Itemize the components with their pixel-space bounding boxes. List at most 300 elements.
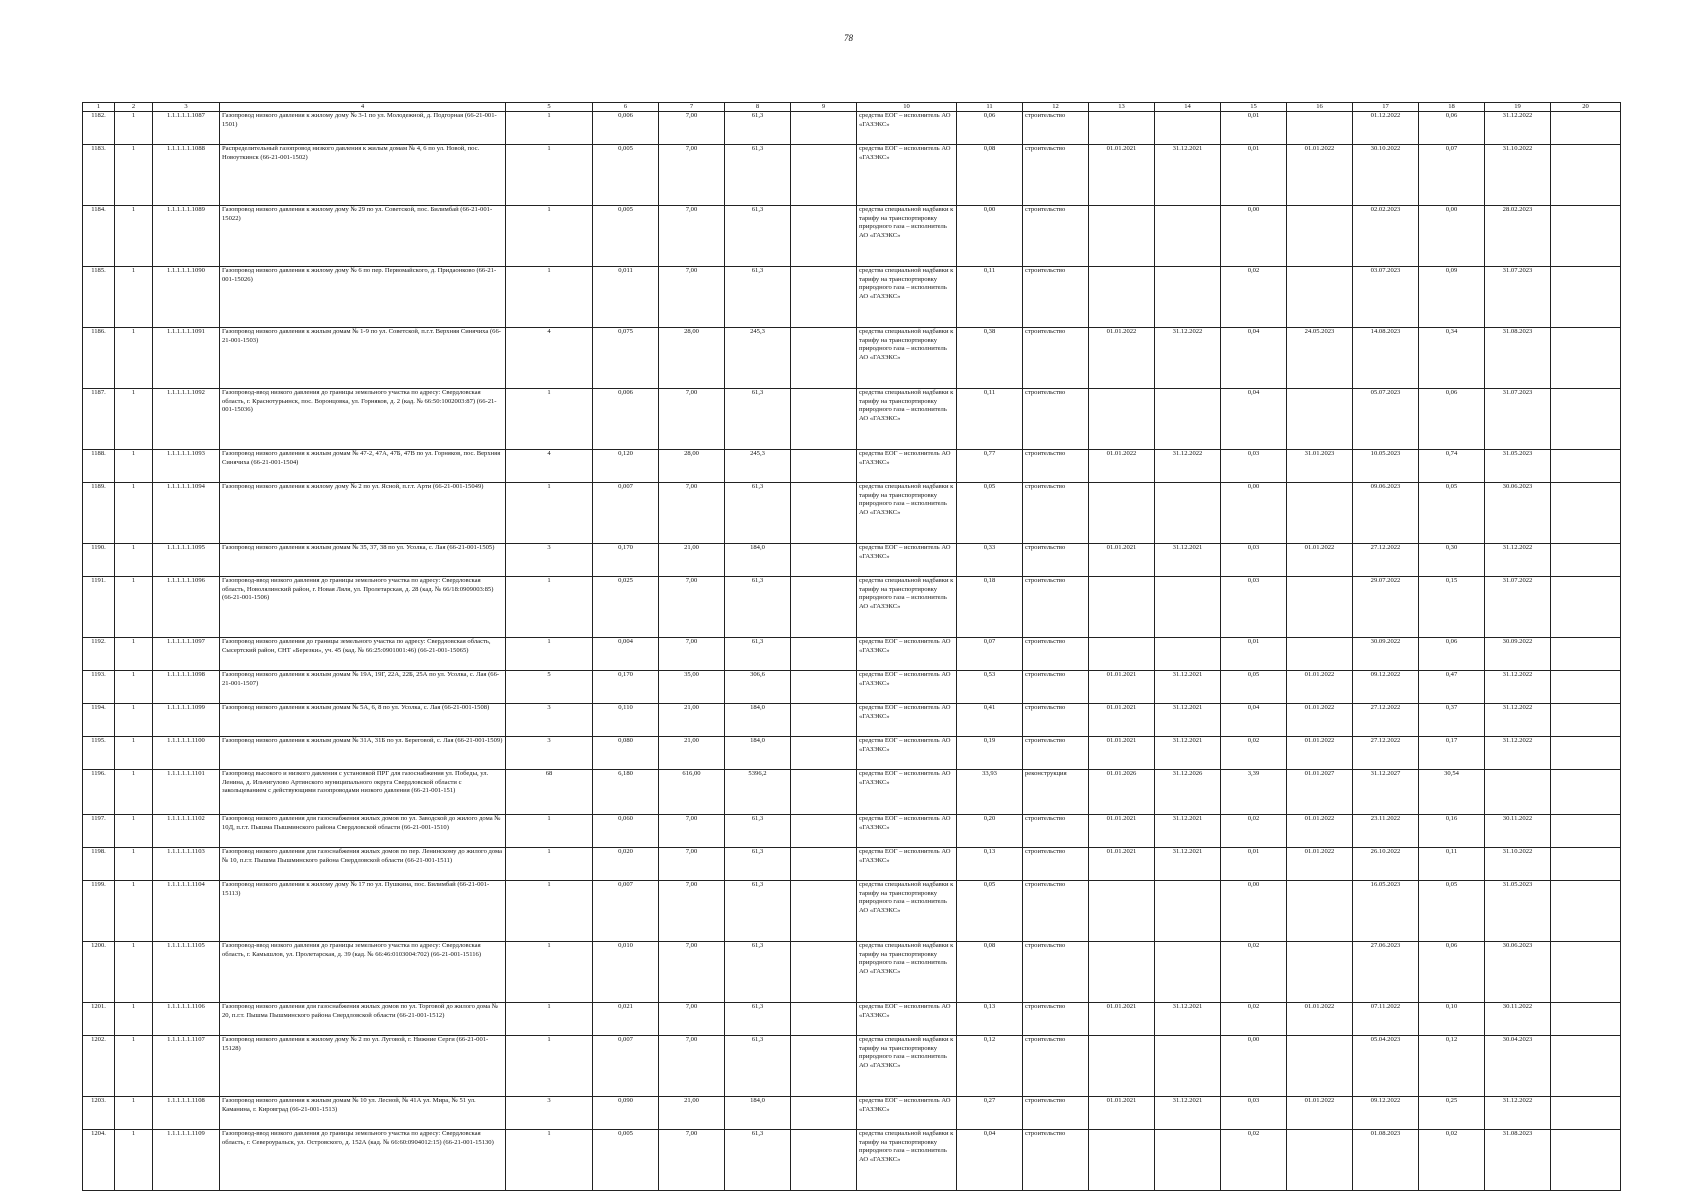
cell-col-9 xyxy=(791,1003,857,1036)
cell-col-10: средства специальной надбавки к тарифу на транспортировку природного газа – исполнитель АО «ГАЗЭКС» xyxy=(857,1036,957,1097)
cell-col-20 xyxy=(1551,544,1621,577)
cell-col-11: 0,11 xyxy=(957,267,1023,328)
cell-col-6: 0,006 xyxy=(593,112,659,145)
cell-col-10: средства ЕОГ – исполнитель АО «ГАЗЭКС» xyxy=(857,848,957,881)
column-header-6: 6 xyxy=(593,103,659,112)
cell-col-16 xyxy=(1287,942,1353,1003)
cell-col-6: 0,005 xyxy=(593,145,659,206)
cell-col-4: Газопровод низкого давления к жилому дому № 17 по ул. Пушкина, пос. Билимбай (66-21-001-15113) xyxy=(220,881,506,942)
cell-col-20 xyxy=(1551,1097,1621,1130)
table-row xyxy=(83,942,1621,1003)
cell-col-10: средства ЕОГ – исполнитель АО «ГАЗЭКС» xyxy=(857,704,957,737)
cell-col-2: 1 xyxy=(115,577,153,638)
cell-col-14 xyxy=(1155,483,1221,544)
cell-col-8: 61,3 xyxy=(725,1130,791,1191)
cell-col-14 xyxy=(1155,112,1221,145)
column-header-19: 19 xyxy=(1485,103,1551,112)
cell-col-19: 31.05.2023 xyxy=(1485,881,1551,942)
cell-col-10: средства ЕОГ – исполнитель АО «ГАЗЭКС» xyxy=(857,450,957,483)
cell-col-4: Газопровод низкого давления для газоснабжения жилых домов по ул. Торговой до жилого дома № 20, п.г.т. Пышма Пышминского района Свердловской области (66-21-001-1512) xyxy=(220,1003,506,1036)
cell-col-6: 0,007 xyxy=(593,881,659,942)
cell-col-20 xyxy=(1551,737,1621,770)
cell-col-19: 31.08.2023 xyxy=(1485,328,1551,389)
cell-col-1: 1184. xyxy=(83,206,115,267)
cell-col-20 xyxy=(1551,704,1621,737)
cell-col-16: 31.01.2023 xyxy=(1287,450,1353,483)
cell-col-4: Газопровод низкого давления к жилым домам № 10 ул. Лесной, № 41А ул. Мира, № 51 ул. Каманина, г. Кировград (66-21-001-1513) xyxy=(220,1097,506,1130)
cell-col-12: строительство xyxy=(1023,737,1089,770)
cell-col-5: 1 xyxy=(506,389,593,450)
cell-col-4: Газопровод низкого давления к жилым домам № 1-9 по ул. Советской, п.г.т. Верхняя Синячиха (66-21-001-1503) xyxy=(220,328,506,389)
cell-col-5: 1 xyxy=(506,483,593,544)
cell-col-7: 7,00 xyxy=(659,483,725,544)
cell-col-14 xyxy=(1155,1036,1221,1097)
cell-col-4: Газопровод низкого давления к жилым домам № 47-2, 47А, 47Б, 47В по ул. Горняков, пос. Верхняя Синячиха (66-21-001-1504) xyxy=(220,450,506,483)
cell-col-13: 01.01.2026 xyxy=(1089,770,1155,815)
cell-col-12: строительство xyxy=(1023,942,1089,1003)
column-header-4: 4 xyxy=(220,103,506,112)
cell-col-11: 0,05 xyxy=(957,881,1023,942)
cell-col-11: 0,04 xyxy=(957,1130,1023,1191)
page-number: 78 xyxy=(844,33,853,43)
cell-col-12: строительство xyxy=(1023,1130,1089,1191)
cell-col-18: 0,74 xyxy=(1419,450,1485,483)
cell-col-2: 1 xyxy=(115,1036,153,1097)
cell-col-5: 1 xyxy=(506,1036,593,1097)
cell-col-2: 1 xyxy=(115,389,153,450)
cell-col-7: 7,00 xyxy=(659,1130,725,1191)
cell-col-16: 24.05.2023 xyxy=(1287,328,1353,389)
cell-col-14 xyxy=(1155,389,1221,450)
cell-col-9 xyxy=(791,450,857,483)
cell-col-20 xyxy=(1551,638,1621,671)
cell-col-19: 31.12.2022 xyxy=(1485,671,1551,704)
cell-col-2: 1 xyxy=(115,671,153,704)
column-header-3: 3 xyxy=(153,103,220,112)
cell-col-11: 0,08 xyxy=(957,942,1023,1003)
cell-col-5: 1 xyxy=(506,1003,593,1036)
cell-col-13: 01.01.2022 xyxy=(1089,328,1155,389)
cell-col-20 xyxy=(1551,848,1621,881)
column-header-16: 16 xyxy=(1287,103,1353,112)
cell-col-3: 1.1.1.1.1.1088 xyxy=(153,145,220,206)
cell-col-15: 0,02 xyxy=(1221,267,1287,328)
cell-col-12: строительство xyxy=(1023,1003,1089,1036)
cell-col-7: 35,00 xyxy=(659,671,725,704)
cell-col-7: 7,00 xyxy=(659,1036,725,1097)
cell-col-6: 0,080 xyxy=(593,737,659,770)
cell-col-12: строительство xyxy=(1023,577,1089,638)
cell-col-20 xyxy=(1551,145,1621,206)
cell-col-17: 07.11.2022 xyxy=(1353,1003,1419,1036)
cell-col-17: 03.07.2023 xyxy=(1353,267,1419,328)
cell-col-4: Газопровод высокого и низкого давления с установкой ПРГ для газоснабжения ул. Победы, ул. Ленина, д. Ильчигулово Артинского муниципального округа Свердловской области с закольцеванием с действующими газопроводами низкого давления (66-21-001-151) xyxy=(220,770,506,815)
cell-col-16: 01.01.2022 xyxy=(1287,1097,1353,1130)
cell-col-18: 0,34 xyxy=(1419,328,1485,389)
cell-col-10: средства ЕОГ – исполнитель АО «ГАЗЭКС» xyxy=(857,145,957,206)
cell-col-7: 7,00 xyxy=(659,112,725,145)
cell-col-8: 184,0 xyxy=(725,704,791,737)
cell-col-18: 0,00 xyxy=(1419,206,1485,267)
cell-col-14 xyxy=(1155,881,1221,942)
cell-col-2: 1 xyxy=(115,206,153,267)
cell-col-11: 0,33 xyxy=(957,544,1023,577)
cell-col-13: 01.01.2021 xyxy=(1089,1003,1155,1036)
cell-col-9 xyxy=(791,815,857,848)
cell-col-2: 1 xyxy=(115,770,153,815)
cell-col-11: 0,19 xyxy=(957,737,1023,770)
cell-col-17: 09.12.2022 xyxy=(1353,1097,1419,1130)
cell-col-17: 29.07.2022 xyxy=(1353,577,1419,638)
cell-col-6: 6,180 xyxy=(593,770,659,815)
column-header-12: 12 xyxy=(1023,103,1089,112)
cell-col-16 xyxy=(1287,1130,1353,1191)
cell-col-15: 0,00 xyxy=(1221,206,1287,267)
cell-col-5: 1 xyxy=(506,145,593,206)
cell-col-15: 0,01 xyxy=(1221,112,1287,145)
cell-col-4: Газопровод низкого давления к жилому дому № 6 по пер. Первомайского, д. Придаонково (66-21-001-15026) xyxy=(220,267,506,328)
cell-col-16: 01.01.2022 xyxy=(1287,671,1353,704)
cell-col-11: 0,11 xyxy=(957,389,1023,450)
cell-col-16 xyxy=(1287,112,1353,145)
cell-col-13 xyxy=(1089,638,1155,671)
cell-col-2: 1 xyxy=(115,1130,153,1191)
cell-col-20 xyxy=(1551,1130,1621,1191)
cell-col-5: 1 xyxy=(506,638,593,671)
cell-col-17: 23.11.2022 xyxy=(1353,815,1419,848)
cell-col-17: 30.10.2022 xyxy=(1353,145,1419,206)
cell-col-16 xyxy=(1287,1036,1353,1097)
cell-col-14 xyxy=(1155,267,1221,328)
cell-col-18: 0,06 xyxy=(1419,112,1485,145)
cell-col-18: 0,11 xyxy=(1419,848,1485,881)
cell-col-2: 1 xyxy=(115,848,153,881)
cell-col-7: 28,00 xyxy=(659,450,725,483)
cell-col-16: 01.01.2022 xyxy=(1287,145,1353,206)
cell-col-8: 61,3 xyxy=(725,483,791,544)
cell-col-15: 0,04 xyxy=(1221,704,1287,737)
table-row xyxy=(83,671,1621,704)
cell-col-16 xyxy=(1287,267,1353,328)
column-header-20: 20 xyxy=(1551,103,1621,112)
cell-col-7: 21,00 xyxy=(659,704,725,737)
cell-col-12: строительство xyxy=(1023,145,1089,206)
cell-col-12: строительство xyxy=(1023,544,1089,577)
cell-col-6: 0,004 xyxy=(593,638,659,671)
cell-col-11: 0,00 xyxy=(957,206,1023,267)
cell-col-13: 01.01.2021 xyxy=(1089,815,1155,848)
cell-col-5: 1 xyxy=(506,112,593,145)
table-row xyxy=(83,145,1621,206)
cell-col-17: 16.05.2023 xyxy=(1353,881,1419,942)
cell-col-15: 0,04 xyxy=(1221,328,1287,389)
cell-col-13 xyxy=(1089,112,1155,145)
cell-col-5: 4 xyxy=(506,328,593,389)
cell-col-6: 0,090 xyxy=(593,1097,659,1130)
cell-col-12: строительство xyxy=(1023,704,1089,737)
table-body xyxy=(83,112,1621,1191)
cell-col-15: 0,02 xyxy=(1221,1003,1287,1036)
cell-col-9 xyxy=(791,145,857,206)
cell-col-16 xyxy=(1287,638,1353,671)
cell-col-17: 14.08.2023 xyxy=(1353,328,1419,389)
cell-col-20 xyxy=(1551,389,1621,450)
cell-col-8: 184,0 xyxy=(725,1097,791,1130)
table-row xyxy=(83,638,1621,671)
cell-col-6: 0,007 xyxy=(593,1036,659,1097)
cell-col-7: 7,00 xyxy=(659,577,725,638)
cell-col-9 xyxy=(791,704,857,737)
cell-col-2: 1 xyxy=(115,815,153,848)
cell-col-9 xyxy=(791,206,857,267)
cell-col-10: средства ЕОГ – исполнитель АО «ГАЗЭКС» xyxy=(857,815,957,848)
cell-col-3: 1.1.1.1.1.1095 xyxy=(153,544,220,577)
cell-col-7: 21,00 xyxy=(659,1097,725,1130)
cell-col-18: 30,54 xyxy=(1419,770,1485,815)
column-header-7: 7 xyxy=(659,103,725,112)
cell-col-20 xyxy=(1551,881,1621,942)
cell-col-14: 31.12.2021 xyxy=(1155,1003,1221,1036)
cell-col-9 xyxy=(791,112,857,145)
cell-col-14: 31.12.2021 xyxy=(1155,671,1221,704)
cell-col-6: 0,020 xyxy=(593,848,659,881)
cell-col-11: 0,18 xyxy=(957,577,1023,638)
cell-col-7: 21,00 xyxy=(659,544,725,577)
cell-col-2: 1 xyxy=(115,881,153,942)
cell-col-3: 1.1.1.1.1.1104 xyxy=(153,881,220,942)
cell-col-4: Газопровод низкого давления для газоснабжения жилых домов по ул. Заводской до жилого дома № 10Д, п.г.т. Пышма Пышминского района Свердловской области (66-21-001-1510) xyxy=(220,815,506,848)
cell-col-17: 02.02.2023 xyxy=(1353,206,1419,267)
header-row xyxy=(83,103,1621,112)
cell-col-16 xyxy=(1287,577,1353,638)
cell-col-8: 61,3 xyxy=(725,389,791,450)
cell-col-10: средства ЕОГ – исполнитель АО «ГАЗЭКС» xyxy=(857,638,957,671)
cell-col-8: 61,3 xyxy=(725,1036,791,1097)
cell-col-10: средства специальной надбавки к тарифу на транспортировку природного газа – исполнитель АО «ГАЗЭКС» xyxy=(857,942,957,1003)
cell-col-15: 0,00 xyxy=(1221,483,1287,544)
cell-col-17: 10.05.2023 xyxy=(1353,450,1419,483)
cell-col-11: 0,41 xyxy=(957,704,1023,737)
cell-col-13 xyxy=(1089,389,1155,450)
cell-col-17: 27.06.2023 xyxy=(1353,942,1419,1003)
cell-col-19: 31.12.2022 xyxy=(1485,737,1551,770)
cell-col-18: 0,25 xyxy=(1419,1097,1485,1130)
cell-col-16: 01.01.2022 xyxy=(1287,1003,1353,1036)
cell-col-6: 0,075 xyxy=(593,328,659,389)
column-header-13: 13 xyxy=(1089,103,1155,112)
cell-col-1: 1194. xyxy=(83,704,115,737)
cell-col-19: 31.07.2023 xyxy=(1485,389,1551,450)
table-row xyxy=(83,328,1621,389)
cell-col-12: строительство xyxy=(1023,815,1089,848)
cell-col-15: 0,00 xyxy=(1221,881,1287,942)
cell-col-3: 1.1.1.1.1.1098 xyxy=(153,671,220,704)
cell-col-17: 09.12.2022 xyxy=(1353,671,1419,704)
cell-col-4: Распределительный газопровод низкого давления к жилым домам № 4, 6 по ул. Новой, пос. Новоуткинск (66-21-001-1502) xyxy=(220,145,506,206)
cell-col-16: 01.01.2027 xyxy=(1287,770,1353,815)
cell-col-9 xyxy=(791,267,857,328)
cell-col-9 xyxy=(791,848,857,881)
column-header-11: 11 xyxy=(957,103,1023,112)
table-row xyxy=(83,1097,1621,1130)
cell-col-14: 31.12.2021 xyxy=(1155,704,1221,737)
cell-col-20 xyxy=(1551,671,1621,704)
cell-col-1: 1185. xyxy=(83,267,115,328)
cell-col-16: 01.01.2022 xyxy=(1287,704,1353,737)
cell-col-4: Газопровод низкого давления к жилому дому № 2 по ул. Ясной, п.г.т. Арти (66-21-001-15049) xyxy=(220,483,506,544)
cell-col-14 xyxy=(1155,577,1221,638)
cell-col-4: Газопровод низкого давления к жилому дому № 2 по ул. Луговой, г. Нижние Серги (66-21-001-15128) xyxy=(220,1036,506,1097)
cell-col-6: 0,170 xyxy=(593,544,659,577)
cell-col-5: 3 xyxy=(506,737,593,770)
cell-col-1: 1202. xyxy=(83,1036,115,1097)
cell-col-17: 26.10.2022 xyxy=(1353,848,1419,881)
cell-col-10: средства ЕОГ – исполнитель АО «ГАЗЭКС» xyxy=(857,737,957,770)
cell-col-9 xyxy=(791,577,857,638)
cell-col-18: 0,02 xyxy=(1419,1130,1485,1191)
cell-col-17: 27.12.2022 xyxy=(1353,544,1419,577)
cell-col-9 xyxy=(791,671,857,704)
cell-col-5: 1 xyxy=(506,848,593,881)
cell-col-12: строительство xyxy=(1023,638,1089,671)
cell-col-13 xyxy=(1089,577,1155,638)
cell-col-10: средства ЕОГ – исполнитель АО «ГАЗЭКС» xyxy=(857,770,957,815)
cell-col-11: 0,13 xyxy=(957,1003,1023,1036)
cell-col-3: 1.1.1.1.1.1101 xyxy=(153,770,220,815)
cell-col-19: 31.07.2023 xyxy=(1485,267,1551,328)
cell-col-3: 1.1.1.1.1.1108 xyxy=(153,1097,220,1130)
cell-col-11: 33,93 xyxy=(957,770,1023,815)
cell-col-20 xyxy=(1551,112,1621,145)
cell-col-9 xyxy=(791,328,857,389)
cell-col-15: 0,05 xyxy=(1221,671,1287,704)
cell-col-7: 7,00 xyxy=(659,638,725,671)
cell-col-7: 7,00 xyxy=(659,267,725,328)
cell-col-7: 28,00 xyxy=(659,328,725,389)
cell-col-11: 0,53 xyxy=(957,671,1023,704)
cell-col-1: 1199. xyxy=(83,881,115,942)
cell-col-9 xyxy=(791,942,857,1003)
cell-col-5: 1 xyxy=(506,577,593,638)
cell-col-15: 0,02 xyxy=(1221,815,1287,848)
cell-col-20 xyxy=(1551,483,1621,544)
cell-col-4: Газопровод низкого давления к жилым домам № 19А, 19Г, 22А, 22Б, 25А по ул. Усолка, с. Лая (66-21-001-1507) xyxy=(220,671,506,704)
table-row xyxy=(83,737,1621,770)
cell-col-1: 1186. xyxy=(83,328,115,389)
cell-col-11: 0,13 xyxy=(957,848,1023,881)
cell-col-10: средства специальной надбавки к тарифу на транспортировку природного газа – исполнитель АО «ГАЗЭКС» xyxy=(857,206,957,267)
cell-col-8: 245,3 xyxy=(725,450,791,483)
cell-col-2: 1 xyxy=(115,942,153,1003)
cell-col-10: средства специальной надбавки к тарифу на транспортировку природного газа – исполнитель АО «ГАЗЭКС» xyxy=(857,1130,957,1191)
cell-col-1: 1195. xyxy=(83,737,115,770)
column-header-2: 2 xyxy=(115,103,153,112)
cell-col-11: 0,05 xyxy=(957,483,1023,544)
cell-col-15: 0,01 xyxy=(1221,145,1287,206)
cell-col-15: 0,01 xyxy=(1221,848,1287,881)
cell-col-14: 31.12.2021 xyxy=(1155,815,1221,848)
cell-col-19: 30.06.2023 xyxy=(1485,483,1551,544)
cell-col-18: 0,07 xyxy=(1419,145,1485,206)
cell-col-7: 7,00 xyxy=(659,389,725,450)
cell-col-1: 1200. xyxy=(83,942,115,1003)
cell-col-6: 0,025 xyxy=(593,577,659,638)
cell-col-9 xyxy=(791,1130,857,1191)
cell-col-13 xyxy=(1089,483,1155,544)
cell-col-3: 1.1.1.1.1.1096 xyxy=(153,577,220,638)
table-row xyxy=(83,577,1621,638)
cell-col-20 xyxy=(1551,328,1621,389)
cell-col-2: 1 xyxy=(115,737,153,770)
cell-col-18: 0,05 xyxy=(1419,483,1485,544)
cell-col-10: средства специальной надбавки к тарифу на транспортировку природного газа – исполнитель АО «ГАЗЭКС» xyxy=(857,328,957,389)
cell-col-18: 0,09 xyxy=(1419,267,1485,328)
cell-col-1: 1191. xyxy=(83,577,115,638)
cell-col-1: 1182. xyxy=(83,112,115,145)
column-header-5: 5 xyxy=(506,103,593,112)
cell-col-8: 61,3 xyxy=(725,881,791,942)
cell-col-13 xyxy=(1089,1130,1155,1191)
cell-col-12: реконструкция xyxy=(1023,770,1089,815)
cell-col-5: 1 xyxy=(506,881,593,942)
cell-col-17: 05.04.2023 xyxy=(1353,1036,1419,1097)
cell-col-15: 0,03 xyxy=(1221,450,1287,483)
cell-col-6: 0,170 xyxy=(593,671,659,704)
cell-col-7: 7,00 xyxy=(659,1003,725,1036)
cell-col-2: 1 xyxy=(115,638,153,671)
table-row xyxy=(83,1130,1621,1191)
cell-col-19: 30.06.2023 xyxy=(1485,942,1551,1003)
table-row xyxy=(83,206,1621,267)
cell-col-11: 0,12 xyxy=(957,1036,1023,1097)
cell-col-1: 1192. xyxy=(83,638,115,671)
cell-col-19: 30.11.2022 xyxy=(1485,815,1551,848)
cell-col-13: 01.01.2021 xyxy=(1089,737,1155,770)
cell-col-19: 30.04.2023 xyxy=(1485,1036,1551,1097)
cell-col-6: 0,005 xyxy=(593,1130,659,1191)
cell-col-19: 31.12.2022 xyxy=(1485,1097,1551,1130)
cell-col-8: 184,0 xyxy=(725,737,791,770)
cell-col-3: 1.1.1.1.1.1107 xyxy=(153,1036,220,1097)
table-row xyxy=(83,544,1621,577)
column-header-14: 14 xyxy=(1155,103,1221,112)
cell-col-2: 1 xyxy=(115,483,153,544)
cell-col-5: 1 xyxy=(506,815,593,848)
cell-col-14 xyxy=(1155,942,1221,1003)
cell-col-18: 0,12 xyxy=(1419,1036,1485,1097)
cell-col-13: 01.01.2021 xyxy=(1089,544,1155,577)
cell-col-11: 0,77 xyxy=(957,450,1023,483)
cell-col-20 xyxy=(1551,267,1621,328)
cell-col-9 xyxy=(791,881,857,942)
cell-col-7: 7,00 xyxy=(659,815,725,848)
column-header-10: 10 xyxy=(857,103,957,112)
cell-col-4: Газопровод-ввод низкого давления до границы земельного участка по адресу: Свердловская область, г. Камышлов, ул. Пролетарская, д. 39 (кад. № 66:46:0103004:702) (66-21-001-15116) xyxy=(220,942,506,1003)
table-row xyxy=(83,112,1621,145)
cell-col-3: 1.1.1.1.1.1090 xyxy=(153,267,220,328)
cell-col-20 xyxy=(1551,770,1621,815)
cell-col-1: 1203. xyxy=(83,1097,115,1130)
cell-col-8: 306,6 xyxy=(725,671,791,704)
cell-col-1: 1201. xyxy=(83,1003,115,1036)
cell-col-3: 1.1.1.1.1.1097 xyxy=(153,638,220,671)
cell-col-20 xyxy=(1551,942,1621,1003)
cell-col-7: 7,00 xyxy=(659,942,725,1003)
cell-col-2: 1 xyxy=(115,704,153,737)
cell-col-15: 0,02 xyxy=(1221,1130,1287,1191)
cell-col-8: 61,3 xyxy=(725,638,791,671)
cell-col-15: 0,01 xyxy=(1221,638,1287,671)
